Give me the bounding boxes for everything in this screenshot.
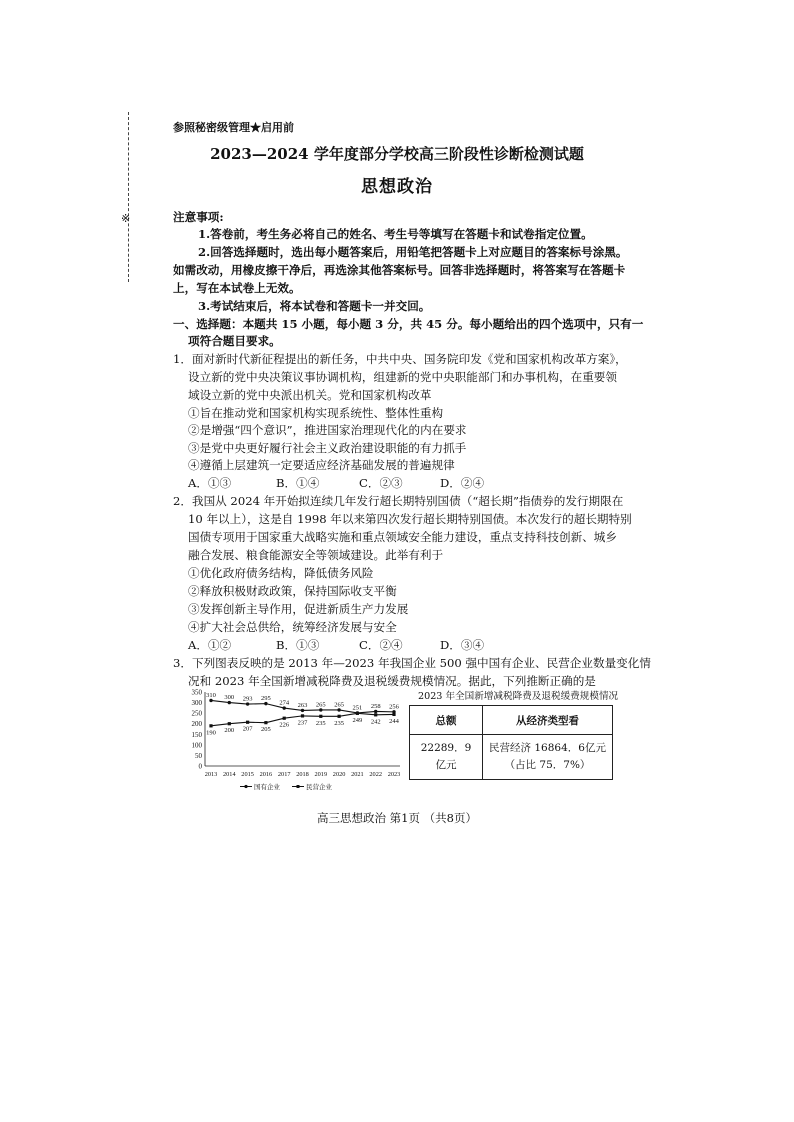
data-point bbox=[228, 722, 231, 725]
note-line: 2.回答选择题时，选出每小题答案后，用铅笔把答题卡上对应题目的答案标号涂黑。 bbox=[198, 245, 628, 259]
legend-marker bbox=[297, 785, 300, 788]
x-tick-label: 2015 bbox=[241, 771, 254, 778]
x-tick-label: 2013 bbox=[204, 771, 218, 778]
data-label: 263 bbox=[297, 701, 308, 709]
question-2-item: ②释放积极财政政策，保持国际收支平衡 bbox=[188, 584, 397, 598]
data-label: 190 bbox=[206, 729, 216, 737]
data-point bbox=[283, 706, 286, 709]
enterprise-line-chart bbox=[178, 686, 404, 802]
data-point bbox=[337, 708, 340, 711]
data-label: 295 bbox=[261, 695, 271, 703]
page-footer: 高三思想政治 第1页 （共8页） bbox=[317, 811, 477, 825]
data-point bbox=[264, 702, 267, 705]
tax-relief-table bbox=[409, 705, 613, 780]
table-cell-total-unit: 亿元 bbox=[435, 759, 457, 771]
exam-title: 2023—2024 学年度部分学校高三阶段性诊断检测试题 bbox=[210, 145, 584, 163]
table-cell-type-share: （占比 75．7%） bbox=[504, 759, 591, 771]
data-point bbox=[283, 717, 286, 720]
question-2-option-b: B．①③ bbox=[276, 638, 320, 652]
data-label: 237 bbox=[297, 719, 308, 727]
data-point bbox=[246, 721, 249, 724]
question-1-option-a: A．①③ bbox=[188, 476, 232, 490]
data-label: 265 bbox=[315, 701, 326, 709]
data-label: 244 bbox=[389, 717, 399, 725]
x-tick-label: 2019 bbox=[314, 771, 328, 778]
y-tick-label: 250 bbox=[191, 709, 202, 718]
question-2-stem: 2．我国从 2024 年开始拟连续几年发行超长期特别国债（“超长期”指债券的发行期限在 bbox=[173, 494, 624, 508]
note-line: 1.答卷前，考生务必将自己的姓名、考生号等填写在答题卡和试卷指定位置。 bbox=[198, 227, 593, 241]
question-1-item: ③是党中央更好履行社会主义政治建设职能的有力抓手 bbox=[188, 441, 467, 455]
question-1-stem: 1．面对新时代新征程提出的新任务，中共中央、国务院印发《党和国家机构改革方案》， bbox=[173, 352, 627, 366]
question-2-item: ④扩大社会总供给，统筹经济发展与安全 bbox=[188, 620, 397, 634]
question-3-stem: 况和 2023 年全国新增减税降费及退税缓费规模情况。据此，下列推断正确的是 bbox=[188, 674, 596, 688]
data-label: 300 bbox=[224, 694, 235, 702]
y-tick-label: 0 bbox=[198, 762, 202, 771]
data-label: 207 bbox=[242, 725, 253, 733]
x-tick-label: 2022 bbox=[369, 771, 382, 778]
data-point bbox=[246, 702, 249, 705]
question-2-stem: 10 年以上），这是自 1998 年以来第四次发行超长期特别国债。本次发行的超长期特别 bbox=[188, 512, 632, 526]
data-label: 242 bbox=[370, 718, 381, 726]
question-2-stem: 融合发展、粮食能源安全等领域建设。此举有利于 bbox=[188, 548, 444, 562]
data-point bbox=[301, 709, 304, 712]
question-2-option-d: D．③④ bbox=[440, 638, 485, 652]
x-tick-label: 2017 bbox=[277, 771, 291, 778]
note-line: 如需改动，用橡皮擦干净后，再选涂其他答案标号。回答非选择题时，将答案写在答题卡 bbox=[173, 263, 626, 277]
table-header-total: 总额 bbox=[410, 706, 483, 735]
data-label: 226 bbox=[279, 721, 290, 729]
data-label: 293 bbox=[242, 695, 253, 703]
secret-label: 参照秘密级管理★启用前 bbox=[173, 121, 294, 134]
binding-mark: ※ bbox=[121, 212, 131, 225]
data-label: 235 bbox=[315, 719, 326, 727]
data-point bbox=[374, 710, 377, 713]
question-1-option-b: B．①④ bbox=[276, 476, 320, 490]
section-heading-cont: 项符合题目要求。 bbox=[188, 334, 281, 348]
y-tick-label: 50 bbox=[195, 751, 202, 760]
question-2-item: ③发挥创新主导作用，促进新质生产力发展 bbox=[188, 602, 409, 616]
x-tick-label: 2016 bbox=[259, 771, 273, 778]
data-label: 265 bbox=[334, 701, 344, 709]
table-title: 2023 年全国新增减税降费及退税缓费规模情况 bbox=[418, 691, 619, 702]
question-1-stem: 设立新的党中央决策议事协调机构，组建新的党中央职能部门和办事机构，在重要领 bbox=[188, 370, 617, 384]
notes-heading: 注意事项: bbox=[173, 210, 224, 224]
data-point bbox=[209, 724, 212, 727]
data-point bbox=[319, 708, 322, 711]
x-tick-label: 2021 bbox=[351, 771, 364, 778]
data-point bbox=[374, 713, 377, 716]
binding-line bbox=[128, 112, 129, 282]
table-cell-type-value: 民营经济 16864．6亿元 bbox=[489, 742, 606, 754]
x-tick-label: 2018 bbox=[296, 771, 309, 778]
y-tick-label: 150 bbox=[191, 730, 202, 739]
legend-label: 国有企业 bbox=[254, 784, 280, 791]
question-1-stem: 域设立新的党中央派出机关。党和国家机构改革 bbox=[188, 388, 432, 402]
section-heading: 一、选择题：本题共 15 小题，每小题 3 分，共 45 分。每小题给出的四个选项中，只有一 bbox=[173, 317, 644, 331]
subject-title: 思想政治 bbox=[361, 177, 433, 197]
data-point bbox=[356, 712, 359, 715]
question-1-option-d: D．②④ bbox=[440, 476, 485, 490]
chart-svg bbox=[178, 686, 404, 798]
data-point bbox=[228, 701, 231, 704]
table-cell-total-value: 22289．9 bbox=[420, 742, 472, 754]
data-label: 310 bbox=[206, 691, 216, 699]
y-tick-label: 350 bbox=[191, 688, 202, 697]
data-label: 235 bbox=[334, 719, 344, 727]
data-point bbox=[264, 721, 267, 724]
data-point bbox=[338, 715, 341, 718]
data-label: 258 bbox=[370, 702, 381, 710]
data-point bbox=[301, 714, 304, 717]
data-label: 274 bbox=[279, 699, 290, 707]
data-point bbox=[209, 699, 212, 702]
data-label: 256 bbox=[389, 703, 399, 711]
question-1-item: ②是增强“四个意识”，推进国家治理现代化的内在要求 bbox=[188, 423, 467, 437]
data-point bbox=[319, 715, 322, 718]
data-label: 200 bbox=[224, 727, 235, 735]
legend-marker bbox=[244, 785, 247, 788]
question-2-item: ①优化政府债务结构，降低债务风险 bbox=[188, 566, 374, 580]
data-label: 249 bbox=[352, 716, 363, 724]
data-label: 205 bbox=[261, 726, 271, 734]
note-line: 3.考试结束后，将本试卷和答题卡一并交回。 bbox=[198, 299, 431, 313]
question-1-item: ①旨在推动党和国家机构实现系统性、整体性重构 bbox=[188, 406, 444, 420]
question-2-option-a: A．①② bbox=[188, 638, 232, 652]
data-label: 251 bbox=[352, 704, 363, 712]
question-2-option-c: C．②④ bbox=[359, 638, 403, 652]
y-tick-label: 100 bbox=[191, 741, 202, 750]
data-point bbox=[392, 713, 395, 716]
x-tick-label: 2023 bbox=[387, 771, 401, 778]
x-tick-label: 2020 bbox=[332, 771, 346, 778]
table-cell-type bbox=[483, 735, 613, 780]
y-tick-label: 200 bbox=[191, 720, 202, 729]
x-tick-label: 2014 bbox=[223, 771, 236, 778]
table-header-type: 从经济类型看 bbox=[483, 706, 613, 735]
y-tick-label: 300 bbox=[191, 699, 202, 708]
question-2-stem: 国债专项用于国家重大战略实施和重点领域安全能力建设，重点支持科技创新、城乡 bbox=[188, 530, 617, 544]
note-line: 上，写在本试卷上无效。 bbox=[173, 281, 301, 295]
table-cell-total bbox=[410, 735, 483, 780]
legend-label: 民营企业 bbox=[306, 784, 332, 791]
question-1-item: ④遵循上层建筑一定要适应经济基础发展的普遍规律 bbox=[188, 458, 455, 472]
question-1-option-c: C．②③ bbox=[359, 476, 403, 490]
question-3-stem: 3．下列图表反映的是 2013 年—2023 年我国企业 500 强中国有企业、民营企业数量变化情 bbox=[173, 656, 651, 670]
